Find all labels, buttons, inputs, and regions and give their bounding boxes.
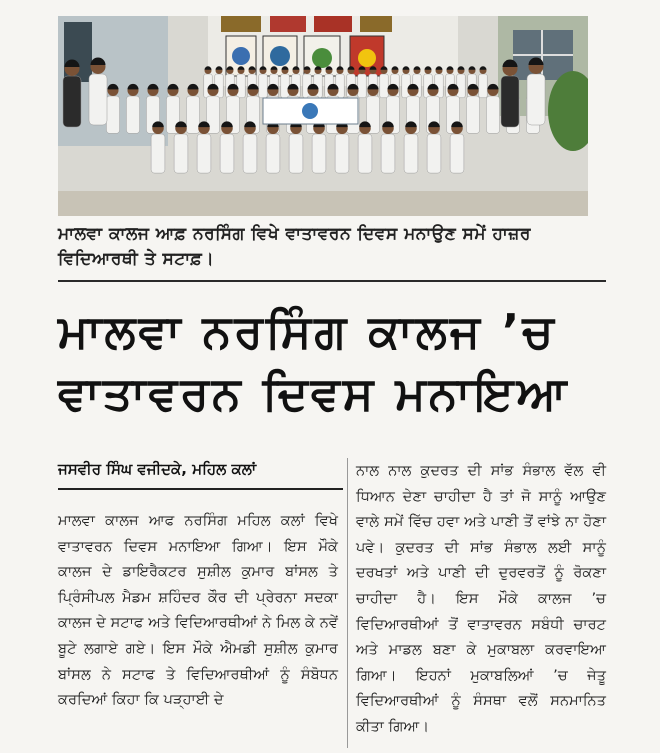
person-figure: [358, 74, 366, 98]
person-figure: [186, 96, 199, 133]
person-figure: [63, 76, 81, 127]
article-column-right: [356, 458, 606, 740]
article-paragraph-right: ਨਾਲ ਨਾਲ ਕੁਦਰਤ ਦੀ ਸਾਂਭ ਸੰਭਾਲ ਵੱਲ ਵੀ ਧਿਆਨ ਦੇਣਾ ਚਾਹੀਦਾ ਹੈ ਤਾਂ ਜੋ ਸਾਨੂੰ ਆਉਣ ਵਾਲੇ ਸਮੇਂ ਵਿੱਚ ਹਵਾ ਅਤੇ ਪਾਣੀ ਤੋਂ ਵਾਂਝੇ ਨਾ ਹੋਣਾ ਪਵੇ। ਕੁਦਰਤ ਦੀ ਸਾਂਭ ਸੰਭਾਲ ਲਈ ਸਾਨੂੰ ਦਰਖਤਾਂ ਅਤੇ ਪਾਣੀ ਦੀ ਦੁਰਵਰਤੋਂ ਨੂੰ ਰੋਕਣਾ ਚਾਹੀਦਾ ਹੈ। ਇਸ ਮੌਕੇ ਕਾਲਜ ’ਚ ਵਿਦਿਆਰਥੀਆਂ ਤੋਂ ਵਾਤਾਵਰਨ ਸਬੰਧੀ ਚਾਰਟ ਅਤੇ ਮਾਡਲ ਬਣਾ ਕੇ ਮੁਕਾਬਲਾ ਕਰਵਾਇਆ ਗਿਆ। ਇਹਨਾਂ ਮੁਕਾਬਲਿਆਂ ’ਚ ਜੇਤੂ ਵਿਦਿਆਰਥੀਆਂ ਨੂੰ ਸੰਸਥਾ ਵਲੋਂ ਸਨਮਾਨਿਤ ਕੀਤਾ ਗਿਆ।: [356, 462, 606, 735]
column-divider: [347, 458, 348, 748]
person-figure: [220, 134, 234, 173]
person-figure: [404, 134, 418, 173]
headline-line-1: ਮਾਲਵਾ ਨਰਸਿੰਗ ਕਾਲਜ ’ਚ: [58, 304, 557, 358]
person-figure: [289, 134, 303, 173]
group-photo: [58, 16, 588, 216]
person-figure: [358, 134, 372, 173]
person-figure: [381, 134, 395, 173]
photo-caption: ਮਾਲਵਾ ਕਾਲਜ ਆਫ਼ ਨਰਸਿੰਗ ਵਿਖੇ ਵਾਤਾਵਰਨ ਦਿਵਸ ਮਨਾਉਣ ਸਮੇਂ ਹਾਜ਼ਰ ਵਿਦਿਆਰਥੀ ਤੇ ਸਟਾਫ਼।: [58, 224, 531, 269]
person-figure: [312, 134, 326, 173]
person-figure: [335, 134, 349, 173]
held-banner-globe-icon: [302, 103, 318, 119]
person-figure: [486, 96, 499, 133]
person-figure: [479, 74, 487, 98]
article-paragraph-left: ਮਾਲਵਾ ਕਾਲਜ ਆਫ ਨਰਸਿੰਗ ਮਹਿਲ ਕਲਾਂ ਵਿਖੇ ਵਾਤਾਵਰਨ ਦਿਵਸ ਮਨਾਇਆ ਗਿਆ। ਇਸ ਮੌਕੇ ਕਾਲਜ ਦੇ ਡਾਇਰੈਕਟਰ ਸੁਸ਼ੀਲ ਕੁਮਾਰ ਬਾਂਸਲ ਤੇ ਪ੍ਰਿੰਸੀਪਲ ਮੈਡਮ ਸ਼ਹਿੰਦਰ ਕੌਰ ਦੀ ਪ੍ਰੇਰਨਾ ਸਦਕਾ ਕਾਲਜ ਦੇ ਸਟਾਫ ਅਤੇ ਵਿਦਿਆਰਥੀਆਂ ਨੇ ਮਿਲ ਕੇ ਨਵੇਂ ਬੂਟੇ ਲਗਾਏ ਗਏ। ਇਸ ਮੌਕੇ ਐਮਡੀ ਸੁਸ਼ੀਲ ਕੁਮਾਰ ਬਾਂਸਲ ਨੇ ਸਟਾਫ ਤੇ ਵਿਦਿਆਰਥੀਆਂ ਨੂੰ ਸੰਬੋਧਨ ਕਰਦਿਆਂ ਕਿਹਾ ਕਿ ਪੜ੍ਹਾਈ ਦੇ: [58, 512, 338, 709]
person-figure: [126, 96, 139, 133]
person-figure: [501, 76, 519, 127]
person-figure: [450, 134, 464, 173]
person-figure: [380, 74, 388, 98]
article-column-left: [58, 508, 338, 713]
headline: [58, 300, 618, 424]
person-figure: [151, 134, 165, 173]
caption-divider: [58, 280, 606, 282]
person-figure: [237, 74, 245, 98]
person-figure: [89, 74, 107, 125]
person-figure: [427, 134, 441, 173]
person-figure: [197, 134, 211, 173]
person-figure: [281, 74, 289, 98]
person-figure: [259, 74, 267, 98]
person-figure: [243, 134, 257, 173]
person-figure: [106, 96, 119, 133]
person-figure: [266, 134, 280, 173]
person-figure: [174, 134, 188, 173]
group-photo-illustration: [58, 16, 588, 216]
headline-line-2: ਵਾਤਾਵਰਨ ਦਿਵਸ ਮਨਾਇਆ: [58, 366, 570, 420]
person-figure: [466, 96, 479, 133]
byline: ਜਸਵੀਰ ਸਿੰਘ ਵਜੀਦਕੇ, ਮਹਿਲ ਕਲਾਂ: [58, 458, 343, 490]
person-figure: [527, 74, 545, 125]
person-figure: [457, 74, 465, 98]
